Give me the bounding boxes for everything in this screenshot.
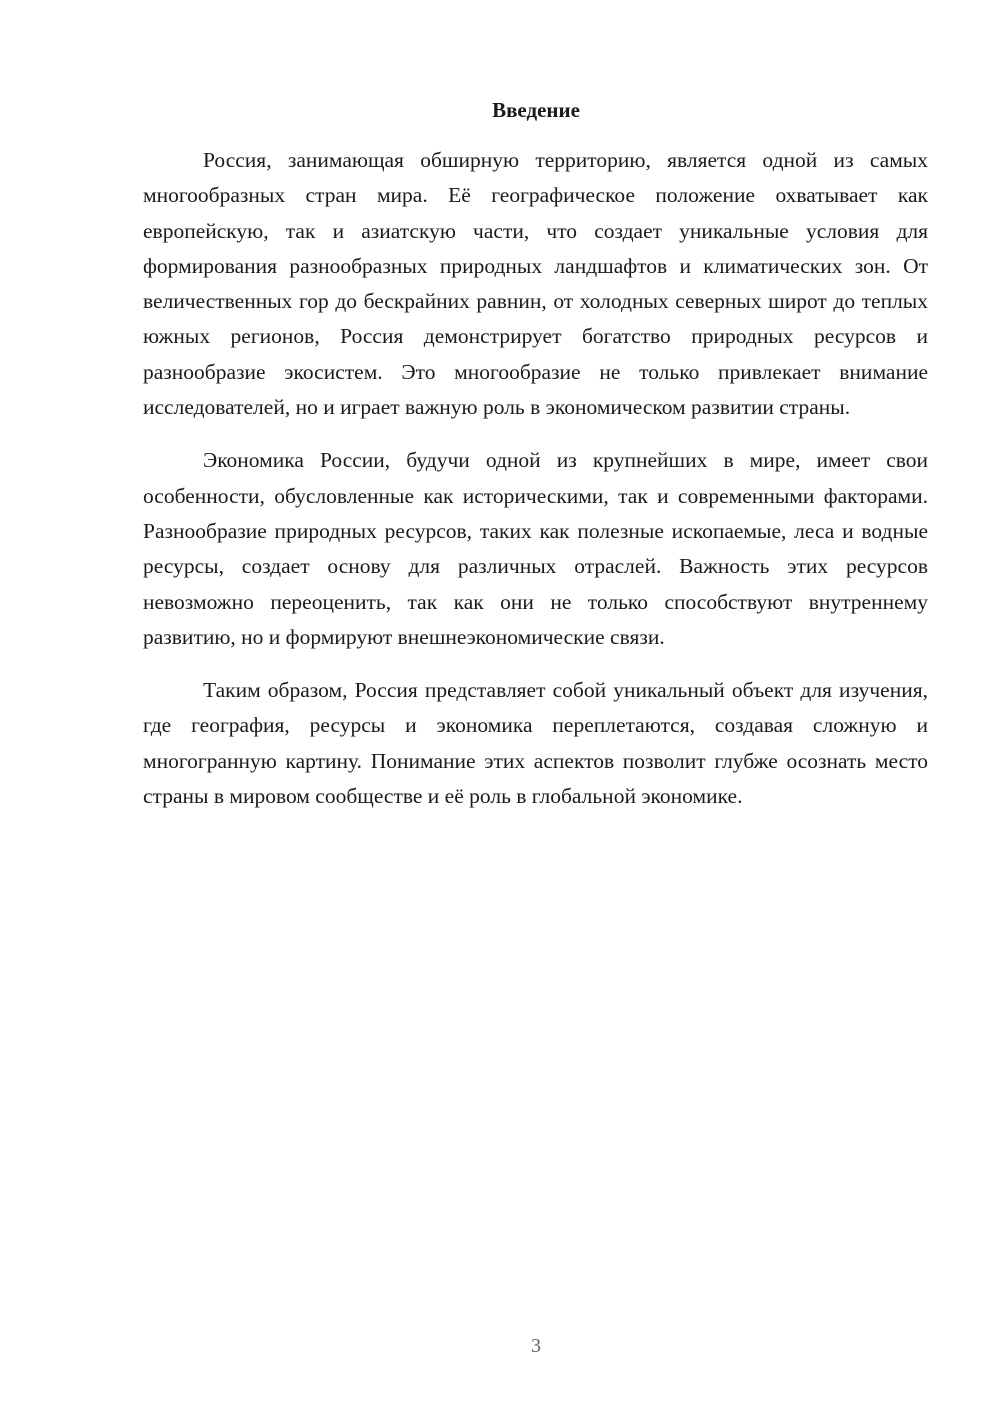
page-title: Введение — [492, 98, 580, 122]
page-number: 3 — [531, 1335, 541, 1357]
paragraph-1: Россия, занимающая обширную территорию, является одной из самых многообразных стран мира. Её географическое положение охватывает как европейскую, так и азиатскую части, что создает уникальные условия для формирования разнообразных природных ландшафтов и климатических зон. От величественных гор до бескрайних равнин, от холодных северных широт до теплых южных регионов, Россия демонстрирует богатство природных ресурсов и разнообразие экосистем. Это многообразие не только привлекает внимание исследователей, но и играет важную роль в экономическом развитии страны. — [143, 148, 928, 420]
paragraph-2: Экономика России, будучи одной из крупнейших в мире, имеет свои особенности, обусловленные как историческими, так и современными факторами. Разнообразие природных ресурсов, таких как полезные ископаемые, леса и водные ресурсы, создает основу для различных отраслей. Важность этих ресурсов невозможно переоценить, так как они не только способствуют внутреннему развитию, но и формируют внешнеэкономические связи. — [143, 448, 928, 649]
paragraph-3: Таким образом, Россия представляет собой уникальный объект для изучения, где география, ресурсы и экономика переплетаются, создавая сложную и многогранную картину. Понимание этих аспектов позволит глубже осознать место страны в мировом сообществе и её роль в глобальной экономике. — [143, 678, 928, 809]
body-text — [143, 143, 928, 832]
